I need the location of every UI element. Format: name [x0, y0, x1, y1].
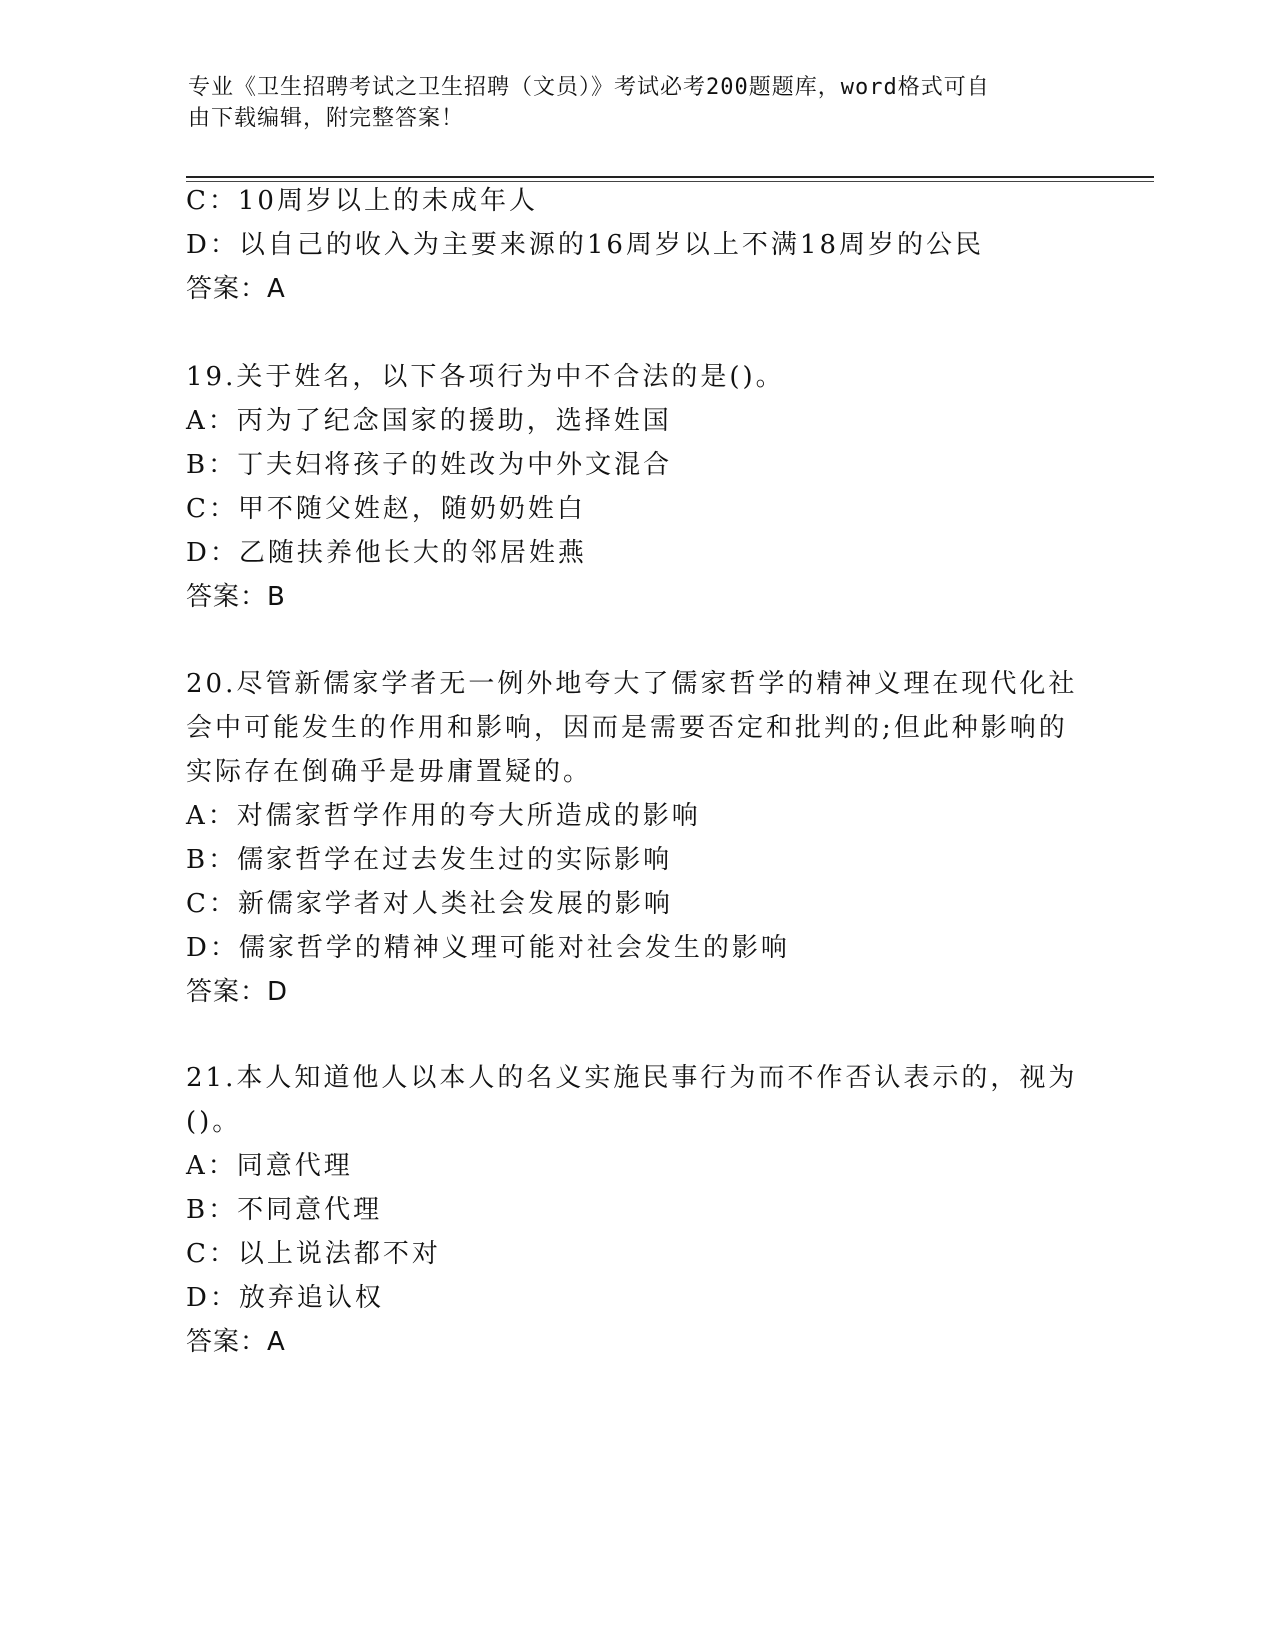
q20-stem-line-2: 会中可能发生的作用和影响，因而是需要否定和批判的;但此种影响的 — [186, 713, 1068, 743]
q19-option-d: D：乙随扶养他长大的邻居姓燕 — [186, 538, 587, 568]
q20-option-c: C：新儒家学者对人类社会发展的影响 — [186, 889, 673, 919]
q21-option-b: B：不同意代理 — [186, 1195, 383, 1225]
q20-stem-line-3: 实际存在倒确乎是毋庸置疑的。 — [186, 757, 593, 787]
header-line-2: 由下载编辑，附完整答案！ — [188, 106, 465, 131]
q21-option-d: D：放弃追认权 — [186, 1283, 384, 1313]
header-divider-thin — [186, 181, 1154, 182]
q21-option-a: A：同意代理 — [186, 1151, 353, 1181]
q20-stem-line-1: 20.尽管新儒家学者无一例外地夸大了儒家哲学的精神义理在现代化社 — [186, 669, 1078, 699]
q19-stem: 19.关于姓名，以下各项行为中不合法的是()。 — [186, 362, 785, 392]
q21-option-c: C：以上说法都不对 — [186, 1239, 441, 1269]
q19-option-b: B：丁夫妇将孩子的姓改为中外文混合 — [186, 450, 673, 480]
q20-option-d: D：儒家哲学的精神义理可能对社会发生的影响 — [186, 933, 790, 963]
q19-option-c: C：甲不随父姓赵，随奶奶姓白 — [186, 494, 586, 524]
q18-option-d: D：以自己的收入为主要来源的16周岁以上不满18周岁的公民 — [186, 230, 985, 260]
q21-answer: 答案：A — [186, 1327, 286, 1357]
q18-answer: 答案：A — [186, 274, 286, 304]
q21-stem-line-1: 21.本人知道他人以本人的名义实施民事行为而不作否认表示的，视为 — [186, 1063, 1078, 1093]
q20-option-b: B：儒家哲学在过去发生过的实际影响 — [186, 845, 673, 875]
q20-answer: 答案：D — [186, 977, 289, 1007]
q20-option-a: A：对儒家哲学作用的夸大所造成的影响 — [186, 801, 701, 831]
document-header — [188, 72, 1068, 134]
header-line-1: 专业《卫生招聘考试之卫生招聘（文员）》考试必考200题题库，word格式可自 — [188, 75, 990, 100]
q21-stem-line-2: ()。 — [186, 1107, 242, 1137]
q19-answer: 答案：B — [186, 582, 286, 612]
header-divider-thick — [186, 176, 1154, 178]
q18-option-c: C：10周岁以上的未成年人 — [186, 186, 538, 216]
q19-option-a: A：丙为了纪念国家的援助，选择姓国 — [186, 406, 672, 436]
